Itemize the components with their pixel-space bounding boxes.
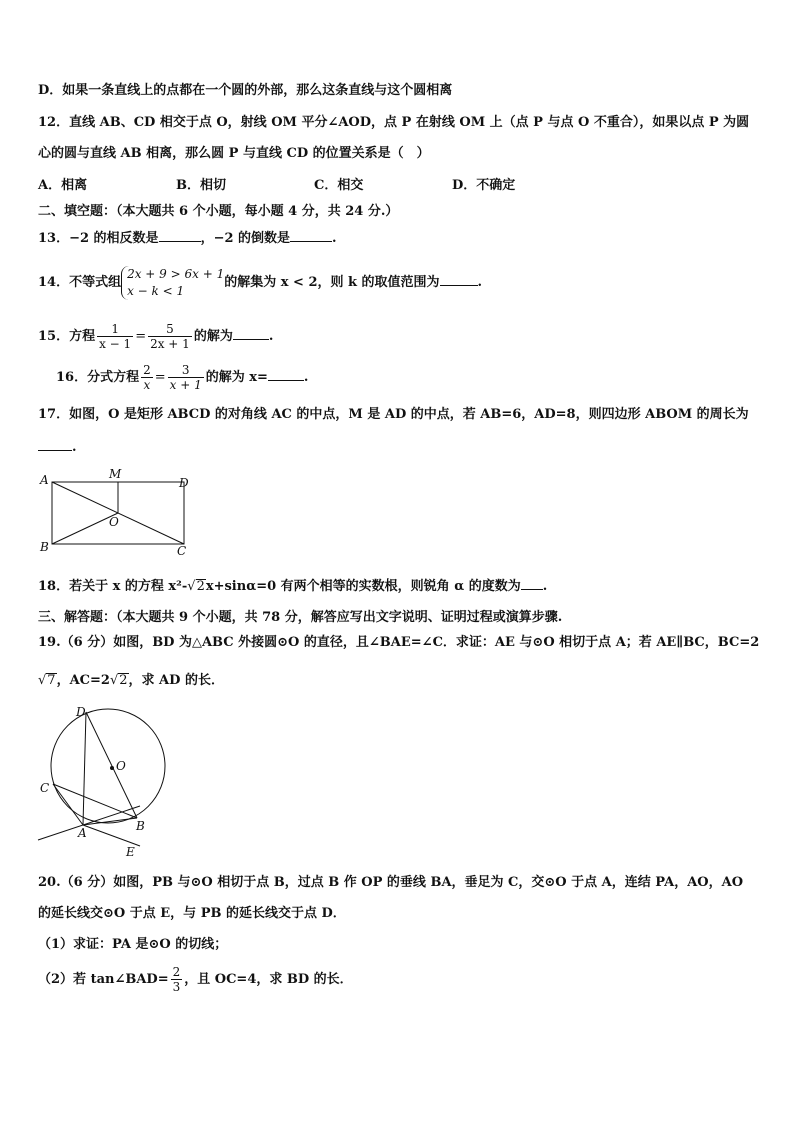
q15-numerator-right: 5	[148, 322, 192, 337]
q20-text-line1: 20.（6 分）如图，PB 与⊙O 相切于点 B，过点 B 作 OP 的垂线 BA，垂足为 C，交⊙O 于点 A，连结 PA，AO，AO	[38, 875, 744, 890]
q19-sqrt2: √2	[109, 673, 128, 688]
q16-fraction-left	[141, 363, 153, 392]
label-a: A	[40, 473, 49, 487]
diameter-bd	[86, 712, 137, 818]
q19-circle-figure	[36, 700, 176, 862]
label-d: D	[179, 476, 189, 490]
q13-text-a: 13．−2 的相反数是	[38, 231, 159, 246]
q16-denominator-right: x + 1	[169, 378, 202, 392]
ray-ae	[83, 825, 140, 846]
q16-numerator-left: 2	[143, 363, 151, 377]
q14-inequality-2: x − k < 1	[127, 283, 185, 298]
q14-inequality-1: 2x + 9 > 6x + 1	[127, 266, 225, 281]
q18-text-a: 18．若关于 x 的方程 x²-	[38, 579, 188, 594]
label-a: A	[78, 826, 87, 840]
q14-text-c: .	[477, 275, 483, 290]
q16-text-b: 的解为 x=	[205, 370, 268, 385]
q14-inequality-system	[121, 266, 224, 300]
q12-option-c: C．相交	[314, 178, 364, 193]
q18-blank	[521, 577, 543, 590]
segment-ab	[83, 818, 137, 825]
q15-equals: =	[135, 329, 147, 344]
q14-text-a: 14．不等式组	[38, 275, 122, 290]
q19-text-end: ，求 AD 的长．	[128, 673, 224, 688]
q19-sqrt7: √7	[38, 673, 56, 688]
q15-fraction-right	[148, 322, 192, 351]
q20-numerator: 2	[172, 965, 181, 979]
label-b: B	[40, 540, 49, 554]
q11-option-d: D．如果一条直线上的点都在一个圆的外部，那么这条直线与这个圆相离	[38, 83, 453, 98]
q13-text-c: .	[332, 231, 337, 246]
section-3-heading: 三、解答题：（本大题共 9 个小题，共 78 分，解答应写出文字说明、证明过程或演算步骤.	[38, 610, 563, 625]
label-b: B	[136, 819, 145, 833]
tangent-line-ae	[38, 806, 140, 840]
q18-sqrt-value: 2	[196, 579, 205, 594]
q20-part2	[38, 962, 353, 998]
q19-sqrt2-value: 2	[119, 673, 128, 688]
q15	[38, 319, 273, 355]
q12-option-d: D．不确定	[452, 178, 516, 193]
section-2-heading: 二、填空题：（本大题共 6 个小题，每小题 4 分，共 24 分.）	[38, 204, 399, 219]
q13-blank-2	[290, 229, 332, 242]
q14-text-b: 的解集为 x < 2，则 k 的取值范围为	[224, 275, 440, 290]
q20-part2-text-b: ，且 OC=4，求 BD 的长．	[184, 972, 353, 987]
q14-blank	[440, 273, 478, 286]
label-c: C	[40, 781, 50, 795]
q15-denominator-right: 2x + 1	[150, 337, 190, 351]
q19-text-line2	[38, 672, 224, 690]
q16-equals: =	[154, 370, 166, 385]
q18	[38, 577, 547, 596]
q17-text-line1: 17．如图，O 是矩形 ABCD 的对角线 AC 的中点，M 是 AD 的中点，若 AB=6，AD=8，则四边形 ABOM 的周长为	[38, 407, 749, 422]
q13-blank-1	[159, 229, 201, 242]
q16-denominator-left: x	[143, 378, 151, 392]
q20-part1: （1）求证：PA 是⊙O 的切线；	[38, 937, 228, 952]
q18-text-c: .	[542, 579, 548, 594]
q19-text-mid: ，AC=2	[56, 673, 110, 688]
q18-text-b: x+sinα=0 有两个相等的实数根，则锐角 α 的度数为	[205, 579, 521, 594]
label-o: O	[109, 515, 119, 529]
q20-part2-text-a: （2）若 tan∠BAD=	[38, 972, 169, 987]
q19-sqrt7-value: 7	[47, 673, 56, 688]
q17-rectangle-figure	[36, 466, 196, 558]
q15-fraction-left	[97, 322, 133, 351]
q20-fraction	[171, 965, 183, 994]
q12-option-a: A．相离	[38, 178, 88, 193]
q20-denominator: 3	[172, 980, 181, 994]
q16-blank	[268, 368, 304, 381]
q17-text-line2	[38, 438, 77, 457]
q20-text-line2: 的延长线交⊙O 于点 E，与 PB 的延长线交于点 D．	[38, 906, 346, 921]
q16-fraction-right	[168, 363, 204, 392]
q15-text-b: 的解为	[193, 329, 233, 344]
q12-option-b: B．相切	[176, 178, 226, 193]
q13-text-b: ，−2 的倒数是	[200, 231, 291, 246]
q14	[38, 264, 482, 302]
q17-period: .	[72, 440, 77, 455]
q15-numerator-left: 1	[97, 322, 133, 337]
q13	[38, 229, 337, 248]
q18-sqrt: √2	[187, 579, 205, 594]
label-o: O	[116, 759, 126, 773]
q16	[56, 360, 308, 396]
q15-denominator-left: x − 1	[99, 337, 132, 351]
q16-numerator-right: 3	[168, 363, 204, 378]
label-m: M	[109, 467, 122, 481]
label-d: D	[76, 705, 86, 719]
q12-text-line1: 12．直线 AB、CD 相交于点 O，射线 OM 平分∠AOD，点 P 在射线 OM 上（点 P 与点 O 不重合），如果以点 P 为圆	[38, 115, 750, 130]
q17-blank	[38, 438, 72, 451]
q16-text-c: .	[303, 370, 309, 385]
q12-text-line2: 心的圆与直线 AB 相离，那么圆 P 与直线 CD 的位置关系是（ ）	[38, 146, 430, 161]
label-c: C	[177, 544, 187, 558]
q19-text-line1: 19.（6 分）如图，BD 为△ABC 外接圆⊙O 的直径，且∠BAE=∠C．求证：AE 与⊙O 相切于点 A；若 AE∥BC，BC=2	[38, 635, 760, 650]
q15-blank	[233, 327, 269, 340]
q15-text-c: .	[268, 329, 274, 344]
q16-text-a: 16．分式方程	[56, 370, 140, 385]
label-e: E	[126, 845, 135, 859]
center-dot-o	[110, 766, 114, 770]
segment-da	[83, 712, 86, 825]
q15-text-a: 15．方程	[38, 329, 96, 344]
